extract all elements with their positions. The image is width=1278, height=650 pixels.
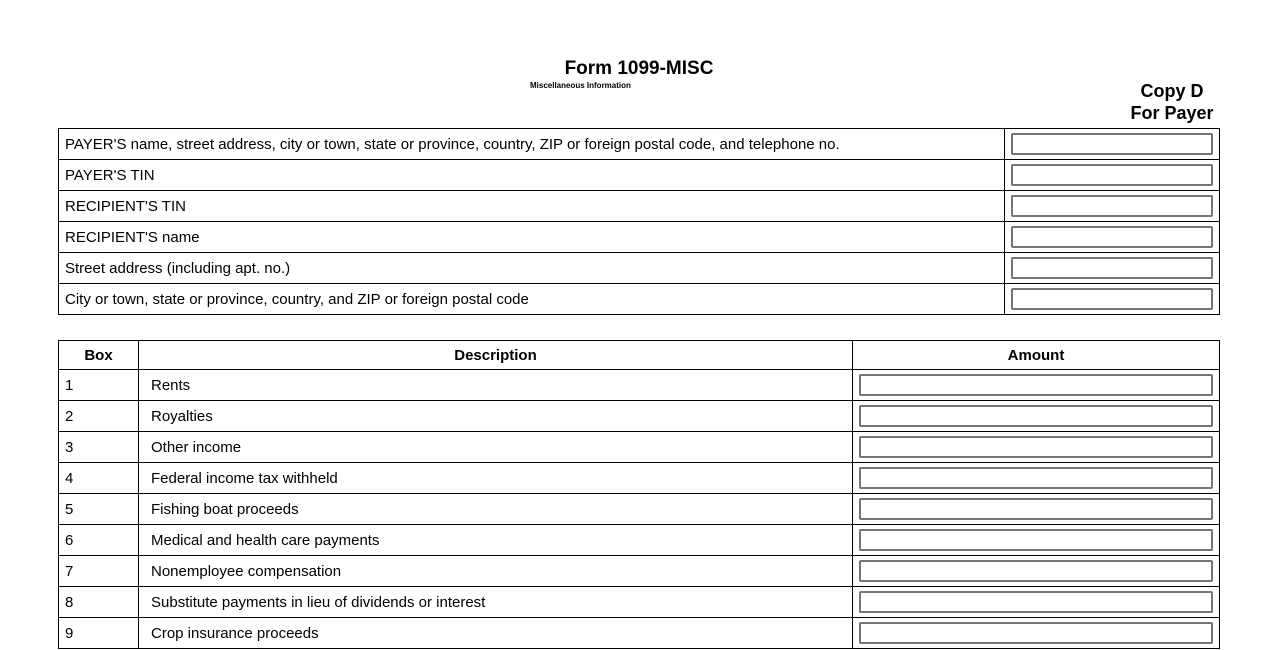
box-number: 3 — [59, 432, 139, 463]
amount-input[interactable] — [859, 498, 1213, 520]
payer-info-row — [59, 253, 1220, 284]
description-column-header: Description — [139, 341, 853, 370]
box-description: Royalties — [139, 401, 853, 432]
amount-input[interactable] — [859, 529, 1213, 551]
amount-input[interactable] — [859, 467, 1213, 489]
box-number: 6 — [59, 525, 139, 556]
amount-input[interactable] — [859, 591, 1213, 613]
box-description: Medical and health care payments — [139, 525, 853, 556]
payer-info-row — [59, 129, 1220, 160]
amount-input[interactable] — [859, 560, 1213, 582]
copy-for-label: For Payer — [1130, 103, 1214, 123]
amount-input[interactable] — [859, 405, 1213, 427]
box-column-header: Box — [59, 341, 139, 370]
field-input[interactable] — [1011, 257, 1213, 279]
amount-row — [59, 618, 1220, 649]
amount-input-cell — [853, 618, 1220, 649]
amount-input-cell — [853, 587, 1220, 618]
amount-input[interactable] — [859, 374, 1213, 396]
box-description: Nonemployee compensation — [139, 556, 853, 587]
amount-column-header: Amount — [853, 341, 1220, 370]
field-input-cell — [1005, 284, 1220, 315]
amount-input-cell — [853, 370, 1220, 401]
field-input-cell — [1005, 222, 1220, 253]
amount-input-cell — [853, 432, 1220, 463]
box-number: 1 — [59, 370, 139, 401]
box-description: Rents — [139, 370, 853, 401]
payer-info-row — [59, 191, 1220, 222]
box-number: 7 — [59, 556, 139, 587]
field-input-cell — [1005, 160, 1220, 191]
field-input[interactable] — [1011, 164, 1213, 186]
amounts-header-row — [59, 341, 1220, 370]
field-label: PAYER'S name, street address, city or town, state or province, country, ZIP or foreign postal code, and telephone no. — [59, 129, 1005, 160]
box-number: 4 — [59, 463, 139, 494]
box-description: Federal income tax withheld — [139, 463, 853, 494]
field-label: Street address (including apt. no.) — [59, 253, 1005, 284]
box-description: Crop insurance proceeds — [139, 618, 853, 649]
amount-input-cell — [853, 494, 1220, 525]
field-input[interactable] — [1011, 226, 1213, 248]
amounts-table — [58, 340, 1220, 649]
field-input[interactable] — [1011, 133, 1213, 155]
form-subtitle: Miscellaneous Information — [530, 81, 631, 90]
amount-input-cell — [853, 556, 1220, 587]
amount-row — [59, 556, 1220, 587]
box-description: Other income — [139, 432, 853, 463]
payer-info-row — [59, 222, 1220, 253]
payer-info-row — [59, 284, 1220, 315]
field-input[interactable] — [1011, 288, 1213, 310]
amount-row — [59, 401, 1220, 432]
box-number: 2 — [59, 401, 139, 432]
field-input-cell — [1005, 253, 1220, 284]
field-label: PAYER'S TIN — [59, 160, 1005, 191]
box-number: 5 — [59, 494, 139, 525]
amount-input-cell — [853, 463, 1220, 494]
field-label: City or town, state or province, country, and ZIP or foreign postal code — [59, 284, 1005, 315]
amount-row — [59, 463, 1220, 494]
copy-designation — [1124, 80, 1220, 124]
amount-input-cell — [853, 401, 1220, 432]
form-title: Form 1099-MISC — [564, 58, 714, 79]
payer-info-row — [59, 160, 1220, 191]
box-number: 9 — [59, 618, 139, 649]
copy-label: Copy D — [1140, 81, 1204, 101]
field-input[interactable] — [1011, 195, 1213, 217]
amount-input-cell — [853, 525, 1220, 556]
field-label: RECIPIENT'S TIN — [59, 191, 1005, 222]
amount-row — [59, 587, 1220, 618]
amount-input[interactable] — [859, 436, 1213, 458]
field-input-cell — [1005, 129, 1220, 160]
field-label: RECIPIENT'S name — [59, 222, 1005, 253]
box-description: Substitute payments in lieu of dividends or interest — [139, 587, 853, 618]
amount-row — [59, 525, 1220, 556]
field-input-cell — [1005, 191, 1220, 222]
payer-recipient-table — [58, 128, 1220, 315]
amount-input[interactable] — [859, 622, 1213, 644]
box-number: 8 — [59, 587, 139, 618]
amount-row — [59, 370, 1220, 401]
box-description: Fishing boat proceeds — [139, 494, 853, 525]
amount-row — [59, 494, 1220, 525]
amount-row — [59, 432, 1220, 463]
